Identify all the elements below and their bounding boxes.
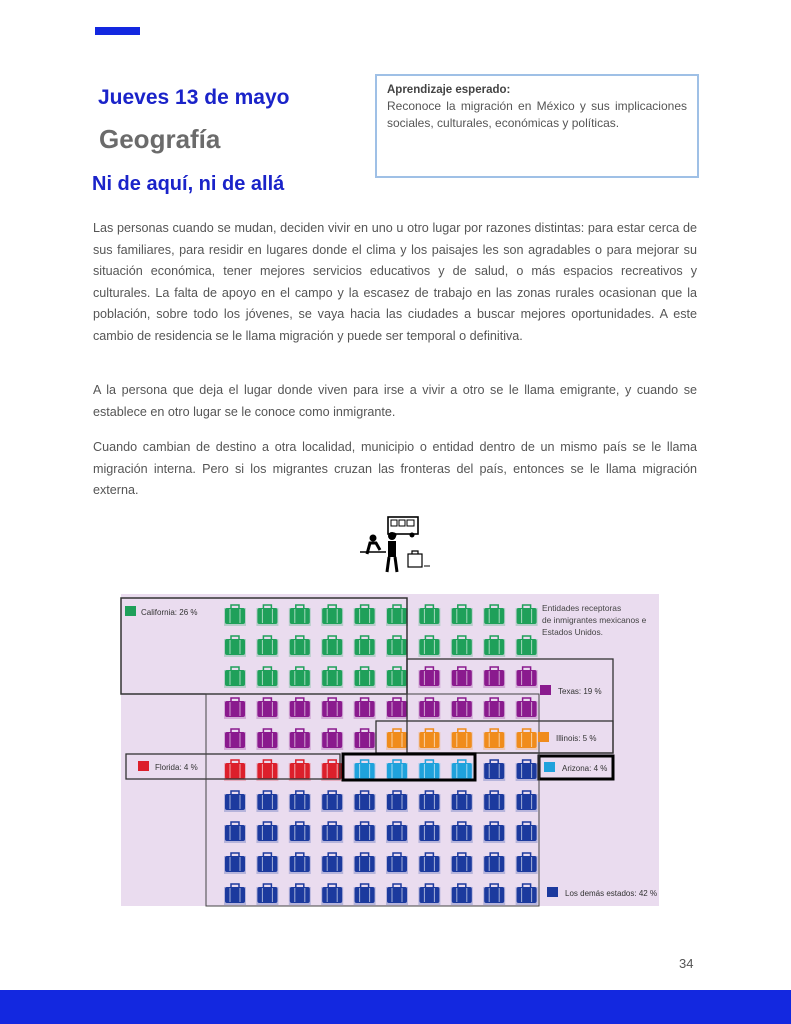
florida-legend [138,761,198,772]
suitcase-icon [224,884,246,905]
suitcase-icon [321,636,343,657]
suitcase-icon [451,605,473,626]
suitcase-icon [125,606,136,616]
suitcase-icon [483,853,505,874]
top-accent-bar [95,27,140,35]
suitcase-icon [418,605,440,626]
suitcase-icon [516,853,538,874]
suitcase-icon [224,636,246,657]
suitcase-icon [256,605,278,626]
suitcase-icon [289,853,311,874]
suitcase-icon [451,822,473,843]
paragraph: Las personas cuando se mudan, deciden vivir en uno u otro lugar por razones distintas: para estar cerca de sus familiares, para residir en lugares donde el clima y los paisajes les son agradables o para mejorar su situación económica, tener mejores servicios educativos y de salud, o más espacios recreativos y culturales. La falta de apoyo en el campo y la escasez de trabajo en las zonas rurales ocasionan que la población, sobre todo los jóvenes, se vaya hacia las ciudades a buscar mejores oportunidades. A este cambio de residencia se le llama migración y puede ser temporal o definitiva. [93,221,697,343]
suitcase-icon [256,698,278,719]
lesson-title: Ni de aquí, ni de allá [92,173,285,195]
immigrant-states-infographic [117,588,665,911]
suitcase-icon [224,667,246,688]
suitcase-icon [386,605,408,626]
suitcase-icon [483,698,505,719]
texas-legend [540,685,602,696]
suitcase-icon [224,791,246,812]
suitcase-icon [224,760,246,781]
suitcase-icon [354,729,376,750]
suitcase-icon [224,698,246,719]
suitcase-icon [516,822,538,843]
suitcase-icon [354,636,376,657]
suitcase-icon [256,760,278,781]
suitcase-icon [386,791,408,812]
suitcase-icon [418,698,440,719]
suitcase-icon [483,605,505,626]
suitcase-icon [483,760,505,781]
suitcase-icon [224,605,246,626]
page-number: 34 [679,956,694,971]
suitcase-icon [321,822,343,843]
suitcase-icon [354,605,376,626]
suitcase-icon [483,729,505,750]
bottom-accent-bar [0,990,791,1024]
other-states-label: Los demás estados: 42 % [565,889,658,898]
suitcase-icon [289,822,311,843]
suitcase-icon [256,822,278,843]
suitcase-icon [138,761,149,771]
suitcase-icon [256,729,278,750]
illinois-legend [538,732,596,743]
suitcase-icon [354,791,376,812]
texas-label: Texas: 19 % [558,687,602,696]
suitcase-icon [386,636,408,657]
suitcase-icon [289,605,311,626]
suitcase-icon [483,884,505,905]
suitcase-icon [386,884,408,905]
suitcase-icon [354,667,376,688]
suitcase-icon [354,884,376,905]
florida-label: Florida: 4 % [155,763,198,772]
suitcase-icon [516,760,538,781]
paragraph: A la persona que deja el lugar donde viven para irse a vivir a otro se le llama emigrante, y cuando se establece en otro lugar se le conoce como inmigrante. [93,383,697,419]
suitcase-icon [386,822,408,843]
learning-objective-box [375,74,699,178]
suitcase-icon [418,822,440,843]
suitcase-icon [451,729,473,750]
suitcase-icon [451,698,473,719]
subject-heading: Geografía [99,124,221,154]
arizona-legend [544,762,607,773]
date-heading: Jueves 13 de mayo [98,86,290,109]
suitcase-icon [289,760,311,781]
suitcase-icon [483,636,505,657]
suitcase-icon [289,667,311,688]
suitcase-icon [354,760,376,781]
suitcase-icon [418,636,440,657]
suitcase-icon [483,791,505,812]
suitcase-icon [321,884,343,905]
suitcase-icon [321,791,343,812]
paragraph: Cuando cambian de destino a otra localidad, municipio o entidad dentro de un mismo país se le llama migración interna. Pero si los migrantes cruzan las fronteras del país, entonces se le llama migración externa. [93,440,697,497]
suitcase-icon [418,729,440,750]
migration-people-bus-illustration [358,514,434,576]
suitcase-icon [321,667,343,688]
suitcase-icon [418,853,440,874]
learning-objective-heading: Aprendizaje esperado: [387,84,511,96]
suitcase-icon [483,822,505,843]
suitcase-icon [289,884,311,905]
suitcase-icon [418,667,440,688]
suitcase-icon [516,605,538,626]
suitcase-icon [386,667,408,688]
legend-title-line: Entidades receptoras [542,603,622,613]
suitcase-icon [451,791,473,812]
california-legend [125,606,197,617]
suitcase-icon [289,791,311,812]
suitcase-icon [289,636,311,657]
suitcase-icon [418,760,440,781]
suitcase-icon [547,887,558,897]
suitcase-icon [256,667,278,688]
suitcase-icon [516,698,538,719]
suitcase-icon [386,729,408,750]
suitcase-icon [483,667,505,688]
suitcase-icon [451,884,473,905]
suitcase-icon [451,760,473,781]
learning-objective-text: Reconoce la migración en México y sus implicaciones sociales, culturales, económicas y políticas. [387,99,687,130]
arizona-label: Arizona: 4 % [562,764,608,773]
suitcase-icon [451,636,473,657]
suitcase-icon [538,732,549,742]
illinois-label: Illinois: 5 % [556,734,597,743]
suitcase-icon [418,791,440,812]
suitcase-icon [256,884,278,905]
suitcase-icon [321,853,343,874]
california-label: California: 26 % [141,608,198,617]
suitcase-icon [386,853,408,874]
suitcase-icon [354,822,376,843]
suitcase-icon [451,667,473,688]
suitcase-icon [540,685,551,695]
suitcase-icon [418,884,440,905]
suitcase-icon [321,605,343,626]
suitcase-icon [354,698,376,719]
suitcase-icon [256,853,278,874]
suitcase-icon [289,729,311,750]
suitcase-icon [516,729,538,750]
suitcase-icon [544,762,555,772]
legend-title-line: de inmigrantes mexicanos e [542,615,647,625]
suitcase-icon [451,853,473,874]
suitcase-icon [321,729,343,750]
legend-title-line: Estados Unidos. [542,627,603,637]
suitcase-icon [224,729,246,750]
suitcase-icon [256,636,278,657]
suitcase-icon [516,791,538,812]
suitcase-icon [224,853,246,874]
suitcase-icon [386,698,408,719]
suitcase-icon [224,822,246,843]
suitcase-icon [256,791,278,812]
suitcase-icon [289,698,311,719]
suitcase-icon [516,884,538,905]
suitcase-icon [516,667,538,688]
suitcase-icon [321,698,343,719]
suitcase-icon [354,853,376,874]
suitcase-icon [516,636,538,657]
suitcase-icon [386,760,408,781]
